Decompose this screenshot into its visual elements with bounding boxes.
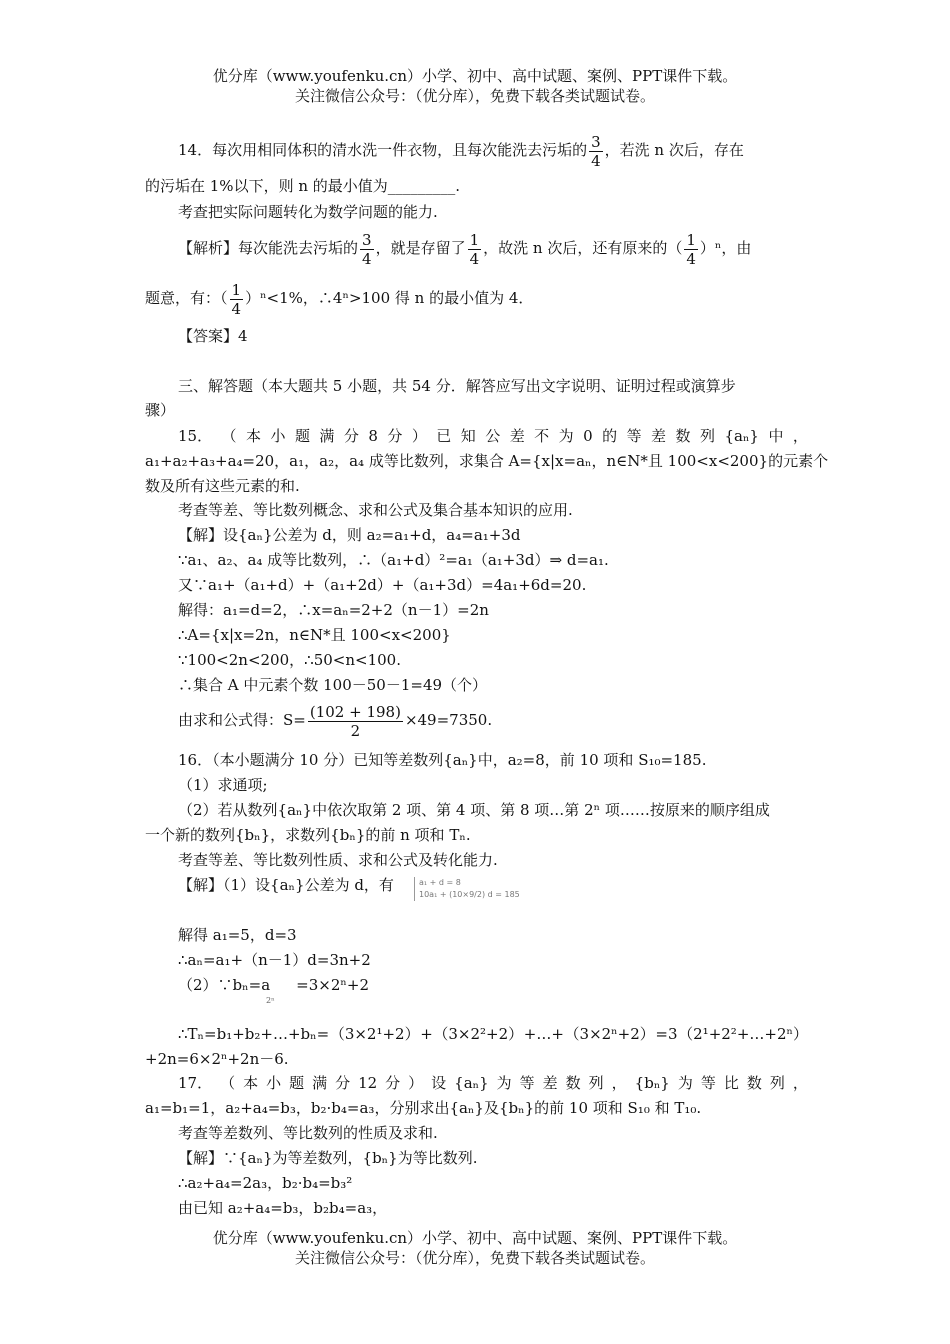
text-token: ） [411, 427, 427, 445]
page-footer-line1: 优分库（www.youfenku.cn）小学、初中、高中试题、案例、PPT课件下载。 [212, 1229, 738, 1247]
text-token: 分 [385, 1074, 401, 1092]
q15-line1 [178, 426, 808, 446]
fraction: $\frac{1}{4}$ [469, 230, 480, 268]
section3-title-line1: 三、解答题（本大题共 5 小题，共 54 分．解答应写出文字说明、证明过程或演算步 [178, 377, 736, 395]
text-token: ） [408, 1074, 424, 1092]
fraction: $\frac{3}{4}$ [591, 132, 601, 170]
text-token: +…+ [523, 1025, 564, 1043]
q16-line3: （2）若从数列{aₙ}中依次取第 2 项、第 4 项、第 8 项…第 2ⁿ 项……按原来的顺序组成 [178, 801, 770, 819]
fraction: $\frac{3}{4}$ [362, 230, 372, 268]
text-token: 不 [534, 427, 550, 445]
text-token: 17． [178, 1074, 213, 1092]
q16-line8: ∴aₙ=a₁+（n－1）d=3n+2 [178, 951, 371, 969]
text-token: （ [220, 1074, 236, 1092]
text-token: 为 [677, 1074, 693, 1092]
q16-line9: （2）∵bₙ=a =3×2ⁿ+2 [178, 976, 369, 994]
text-token: =3 [655, 1025, 678, 1043]
text-token: 已 [436, 427, 452, 445]
q17-line3: 考查等差数列、等比数列的性质及求和. [178, 1124, 438, 1142]
text-token: 数 [675, 427, 691, 445]
equation-1: a₁ + d = 8 [419, 878, 461, 887]
q14-solution-line1: 【解析】每次能洗去污垢的 $\frac{3}{4}$ ，就是存留了 $\frac{1}{4}$ ，故洗 n 次后，还有原来的（ $\frac{1}{4}$ ）ⁿ，由 [178, 230, 752, 268]
q16-line11: +2n=6×2ⁿ+2n－6. [145, 1050, 289, 1068]
q17-line1 [178, 1073, 808, 1093]
q15-line11: ∴集合 A 中元素个数 100－50－1=49（个） [178, 676, 488, 694]
text-token: 分 [387, 427, 403, 445]
fraction: $\frac{(102 + 198)}{2}$ [309, 702, 401, 740]
q17-line5: ∴a₂+a₄=2a₃，b₂·b₄=b₃² [178, 1174, 353, 1192]
page-footer-line2: 关注微信公众号：（优分库），免费下载各类试题试卷。 [294, 1249, 655, 1267]
text-token: 为 [496, 1074, 512, 1092]
text-token: 分 [335, 1074, 351, 1092]
text-token: 列 [588, 1074, 604, 1092]
subscript-2n: 2ⁿ [266, 996, 275, 1005]
text-token: 本 [243, 1074, 259, 1092]
text-token: ， [792, 1074, 808, 1092]
q14-line3: 考查把实际问题转化为数学问题的能力. [178, 203, 438, 221]
q16-line2: （1）求通项; [178, 776, 268, 794]
q14-answer: 【答案】4 [178, 327, 248, 345]
text-token: 本 [246, 427, 262, 445]
text-token: 15． [178, 427, 213, 445]
text-token: ∴Tₙ=b₁+b₂+…+bₙ= [178, 1025, 330, 1043]
q16-line7: 解得 a₁=5，d=3 [178, 926, 297, 944]
text-token: 等 [519, 1074, 535, 1092]
text-token: 差 [509, 427, 525, 445]
q15-line8: 解得：a₁=d=2，∴x=aₙ=2+2（n－1）=2n [178, 601, 489, 619]
q16-line10 [178, 1024, 808, 1044]
text-token: 差 [542, 1074, 558, 1092]
text-token: 小 [266, 1074, 282, 1092]
text-token: （2¹+2²+…+2ⁿ） [678, 1025, 808, 1043]
q15-line12: 由求和公式得：S= $\frac{(102 + 198)}{2}$ ×49=7350. [178, 702, 493, 740]
q15-line6: ∵a₁、a₂、a₄ 成等比数列，∴（a₁+d）²=a₁（a₁+3d）⇒ d=a₁. [178, 551, 609, 569]
q15-line5: 【解】设{aₙ}公差为 d，则 a₂=a₁+d，a₄=a₁+3d [178, 526, 521, 544]
text-token: 公 [485, 427, 501, 445]
text-token: 差 [651, 427, 667, 445]
text-token: 中 [768, 427, 784, 445]
section3-title-line2: 骤） [145, 401, 176, 419]
q15-line7: 又∵a₁+（a₁+d）+（a₁+2d）+（a₁+3d）=4a₁+6d=20. [178, 576, 587, 594]
text-token: 满 [319, 427, 335, 445]
text-token: （3×2ⁿ+2） [564, 1025, 655, 1043]
text-token: （3×2²+2） [433, 1025, 524, 1043]
text-token: 等 [700, 1074, 716, 1092]
text-token: 满 [312, 1074, 328, 1092]
text-token: 列 [699, 427, 715, 445]
fraction: $\frac{1}{4}$ [231, 280, 242, 318]
text-token: {aₙ} [454, 1074, 489, 1092]
q16-line6: 【解】（1）设{aₙ}公差为 d，有 [178, 876, 394, 894]
text-token: 数 [746, 1074, 762, 1092]
text-token: 设 [431, 1074, 447, 1092]
q15-line9: ∴A={x|x=2n，n∈N*且 100<x<200} [178, 626, 451, 644]
text-token: 小 [270, 427, 286, 445]
text-token: + [420, 1025, 433, 1043]
text-token: 0 [583, 427, 593, 445]
q15-line2: a₁+a₂+a₃+a₄=20，a₁，a₂，a₄ 成等比数列，求集合 A={x|x=aₙ，n∈N*且 100<x<200}的元素个 [145, 452, 829, 470]
q15-line4: 考查等差、等比数列概念、求和公式及集合基本知识的应用. [178, 501, 573, 519]
page-header-line1: 优分库（www.youfenku.cn）小学、初中、高中试题、案例、PPT课件下载。 [212, 67, 738, 85]
q14-line1: 14．每次用相同体积的清水洗一件衣物，且每次能洗去污垢的 $\frac{3}{4}$ ，若洗 n 次后，存在 [178, 132, 744, 170]
text-token: {bₙ} [634, 1074, 670, 1092]
q14-line2: 的污垢在 1%以下，则 n 的最小值为_________. [145, 177, 461, 195]
text-token: 列 [769, 1074, 785, 1092]
text-token: 题 [289, 1074, 305, 1092]
text-token: 为 [558, 427, 574, 445]
q14-solution-line2: 题意，有：（ $\frac{1}{4}$ ）ⁿ<1%，∴4ⁿ>100 得 n 的最小值为 4． [145, 280, 534, 318]
fraction: $\frac{1}{4}$ [686, 230, 696, 268]
q16-line1: 16．（本小题满分 10 分）已知等差数列{aₙ}中，a₂=8，前 10 项和 S₁₀=185. [178, 751, 707, 769]
text-token: 题 [294, 427, 310, 445]
q16-line5: 考查等差、等比数列性质、求和公式及转化能力. [178, 851, 498, 869]
equation-2: 10a₁ + (10×9/2) d = 185 [419, 890, 520, 899]
text-token: 12 [358, 1074, 378, 1092]
q15-line10: ∵100<2n<200，∴50<n<100. [178, 651, 401, 669]
text-token: ， [611, 1074, 627, 1092]
text-token: 等 [626, 427, 642, 445]
text-token: {aₙ} [724, 427, 759, 445]
text-token: 分 [343, 427, 359, 445]
text-token: 数 [565, 1074, 581, 1092]
equation-system [414, 877, 520, 901]
text-token: 的 [602, 427, 618, 445]
q17-line2: a₁=b₁=1，a₂+a₄=b₃，b₂·b₄=a₃，分别求出{aₙ}及{bₙ}的前 10 项和 S₁₀ 和 T₁₀. [145, 1099, 702, 1117]
text-token: 比 [723, 1074, 739, 1092]
q17-line6: 由已知 a₂+a₄=b₃，b₂b₄=a₃， [178, 1199, 388, 1217]
q15-line3: 数及所有这些元素的和. [145, 477, 300, 495]
text-token: ， [792, 427, 808, 445]
q16-line4: 一个新的数列{bₙ}，求数列{bₙ}的前 n 项和 Tₙ. [145, 826, 471, 844]
text-token: 8 [368, 427, 378, 445]
page-header-line2: 关注微信公众号：（优分库），免费下载各类试题试卷。 [294, 87, 655, 105]
q17-line4: 【解】∵{aₙ}为等差数列，{bₙ}为等比数列. [178, 1149, 478, 1167]
text-token: （ [221, 427, 237, 445]
text-token: （3×2¹+2） [329, 1025, 420, 1043]
text-token: 知 [460, 427, 476, 445]
